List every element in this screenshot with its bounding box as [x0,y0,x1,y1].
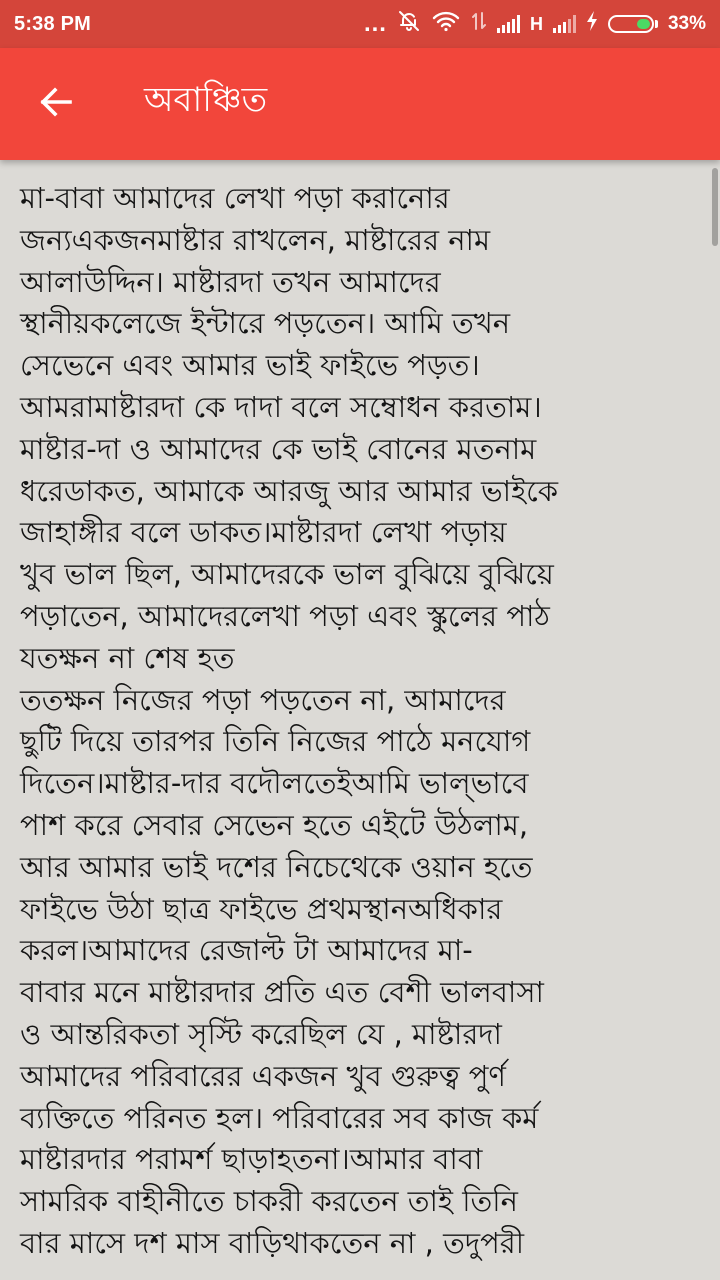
story-line: খুব ভাল ছিল, আমাদেরকে ভাল বুঝিয়ে বুঝিয়ে [20,557,554,592]
story-line: আমরামাষ্টারদা কে দাদা বলে সম্বোধন করতাম। [20,389,542,424]
page-title: অবাঞ্চিত [144,79,268,120]
scrollbar-thumb[interactable] [712,168,718,246]
story-line: স্থানীয়কলেজে ইন্টারে পড়তেন। আমি তখন [20,306,511,341]
story-line: আর আমার ভাই দশের নিচেথেকে ওয়ান হতে [20,849,533,884]
story-line: আমাদের পরিবারের একজন খুব গুরুত্ব পুর্ণ [20,1058,506,1093]
story-line: ও আন্তরিকতা সৃস্টি করেছিল যে , মাষ্টারদা [20,1016,502,1051]
more-notifications-icon: ... [363,10,387,37]
story-line: জন্যএকজনমাষ্টার রাখলেন, মাষ্টারের নাম [20,222,491,257]
status-bar [0,0,720,48]
battery-percent: 33% [667,13,706,34]
story-line: যতক্ষন না শেষ হত [20,640,235,675]
story-line: বার মাসে দশ মাস বাড়িথাকতেন না , তদুপরী [20,1225,525,1260]
battery-icon [608,15,658,33]
story-line: মাষ্টার-দা ও আমাদের কে ভাই বোনের মতনাম [20,431,537,466]
story-line: পড়াতেন, আমাদেরলেখা পড়া এবং স্কুলের পাঠ [20,598,550,633]
story-line: ফাইভে উঠা ছাত্র ফাইভে প্রথমস্থানঅধিকার [20,891,503,926]
story-line: পাশ করে সেবার সেভেন হতে এইটে উঠলাম, [20,807,529,842]
network-type-label: H [529,13,543,34]
story-line: ছুটি দিয়ে তারপর তিনি নিজের পাঠে মনযোগ [20,724,531,759]
story-line: মা-বাবা আমাদের লেখা পড়া করানোর [20,181,450,215]
story-line: দিতেন।মাষ্টার-দার বদৌলতেইআমি ভাল্ভাবে [20,766,529,801]
back-button[interactable] [0,48,112,160]
charging-icon [586,10,598,38]
story-line: করল।আমাদের রেজাল্ট টা আমাদের মা- [20,933,473,968]
cell-signal-icon-2 [553,15,576,33]
cell-signal-icon [497,15,520,33]
app-bar [0,48,720,160]
story-line: ততক্ষন নিজের পড়া পড়তেন না, আমাদের [20,682,506,717]
wifi-icon [431,9,461,39]
story-line: সামরিক বাহীনীতে চাকরী করতেন তাই তিনি [20,1184,518,1219]
arrow-left-icon [38,84,74,124]
status-time: 5:38 PM [14,12,91,35]
story-content[interactable] [0,160,720,1280]
data-transfer-icon [471,9,487,39]
story-line: আলাউদ্দিন। মাষ্টারদা তখন আমাদের [20,264,441,299]
story-line: ব্যক্তিতে পরিনত হল। পরিবারের সব কাজ কর্ম [20,1100,539,1135]
mute-icon [397,9,421,39]
story-line: ধরেডাকত, আমাকে আরজু আর আমার ভাইকে [20,473,559,508]
status-icons [364,9,706,39]
story-line: সেভেনে এবং আমার ভাই ফাইভে পড়ত। [20,348,480,383]
story-line: জাহাঙ্গীর বলে ডাকত।মাষ্টারদা লেখা পড়ায় [20,515,507,550]
battery-fill [637,19,650,29]
story-line: বাবার মনে মাষ্টারদার প্রতি এত বেশী ভালবাসা [20,975,544,1010]
story-text [0,160,720,1265]
story-line: মাষ্টারদার পরামর্শ ছাড়াহতনা।আমার বাবা [20,1142,483,1177]
